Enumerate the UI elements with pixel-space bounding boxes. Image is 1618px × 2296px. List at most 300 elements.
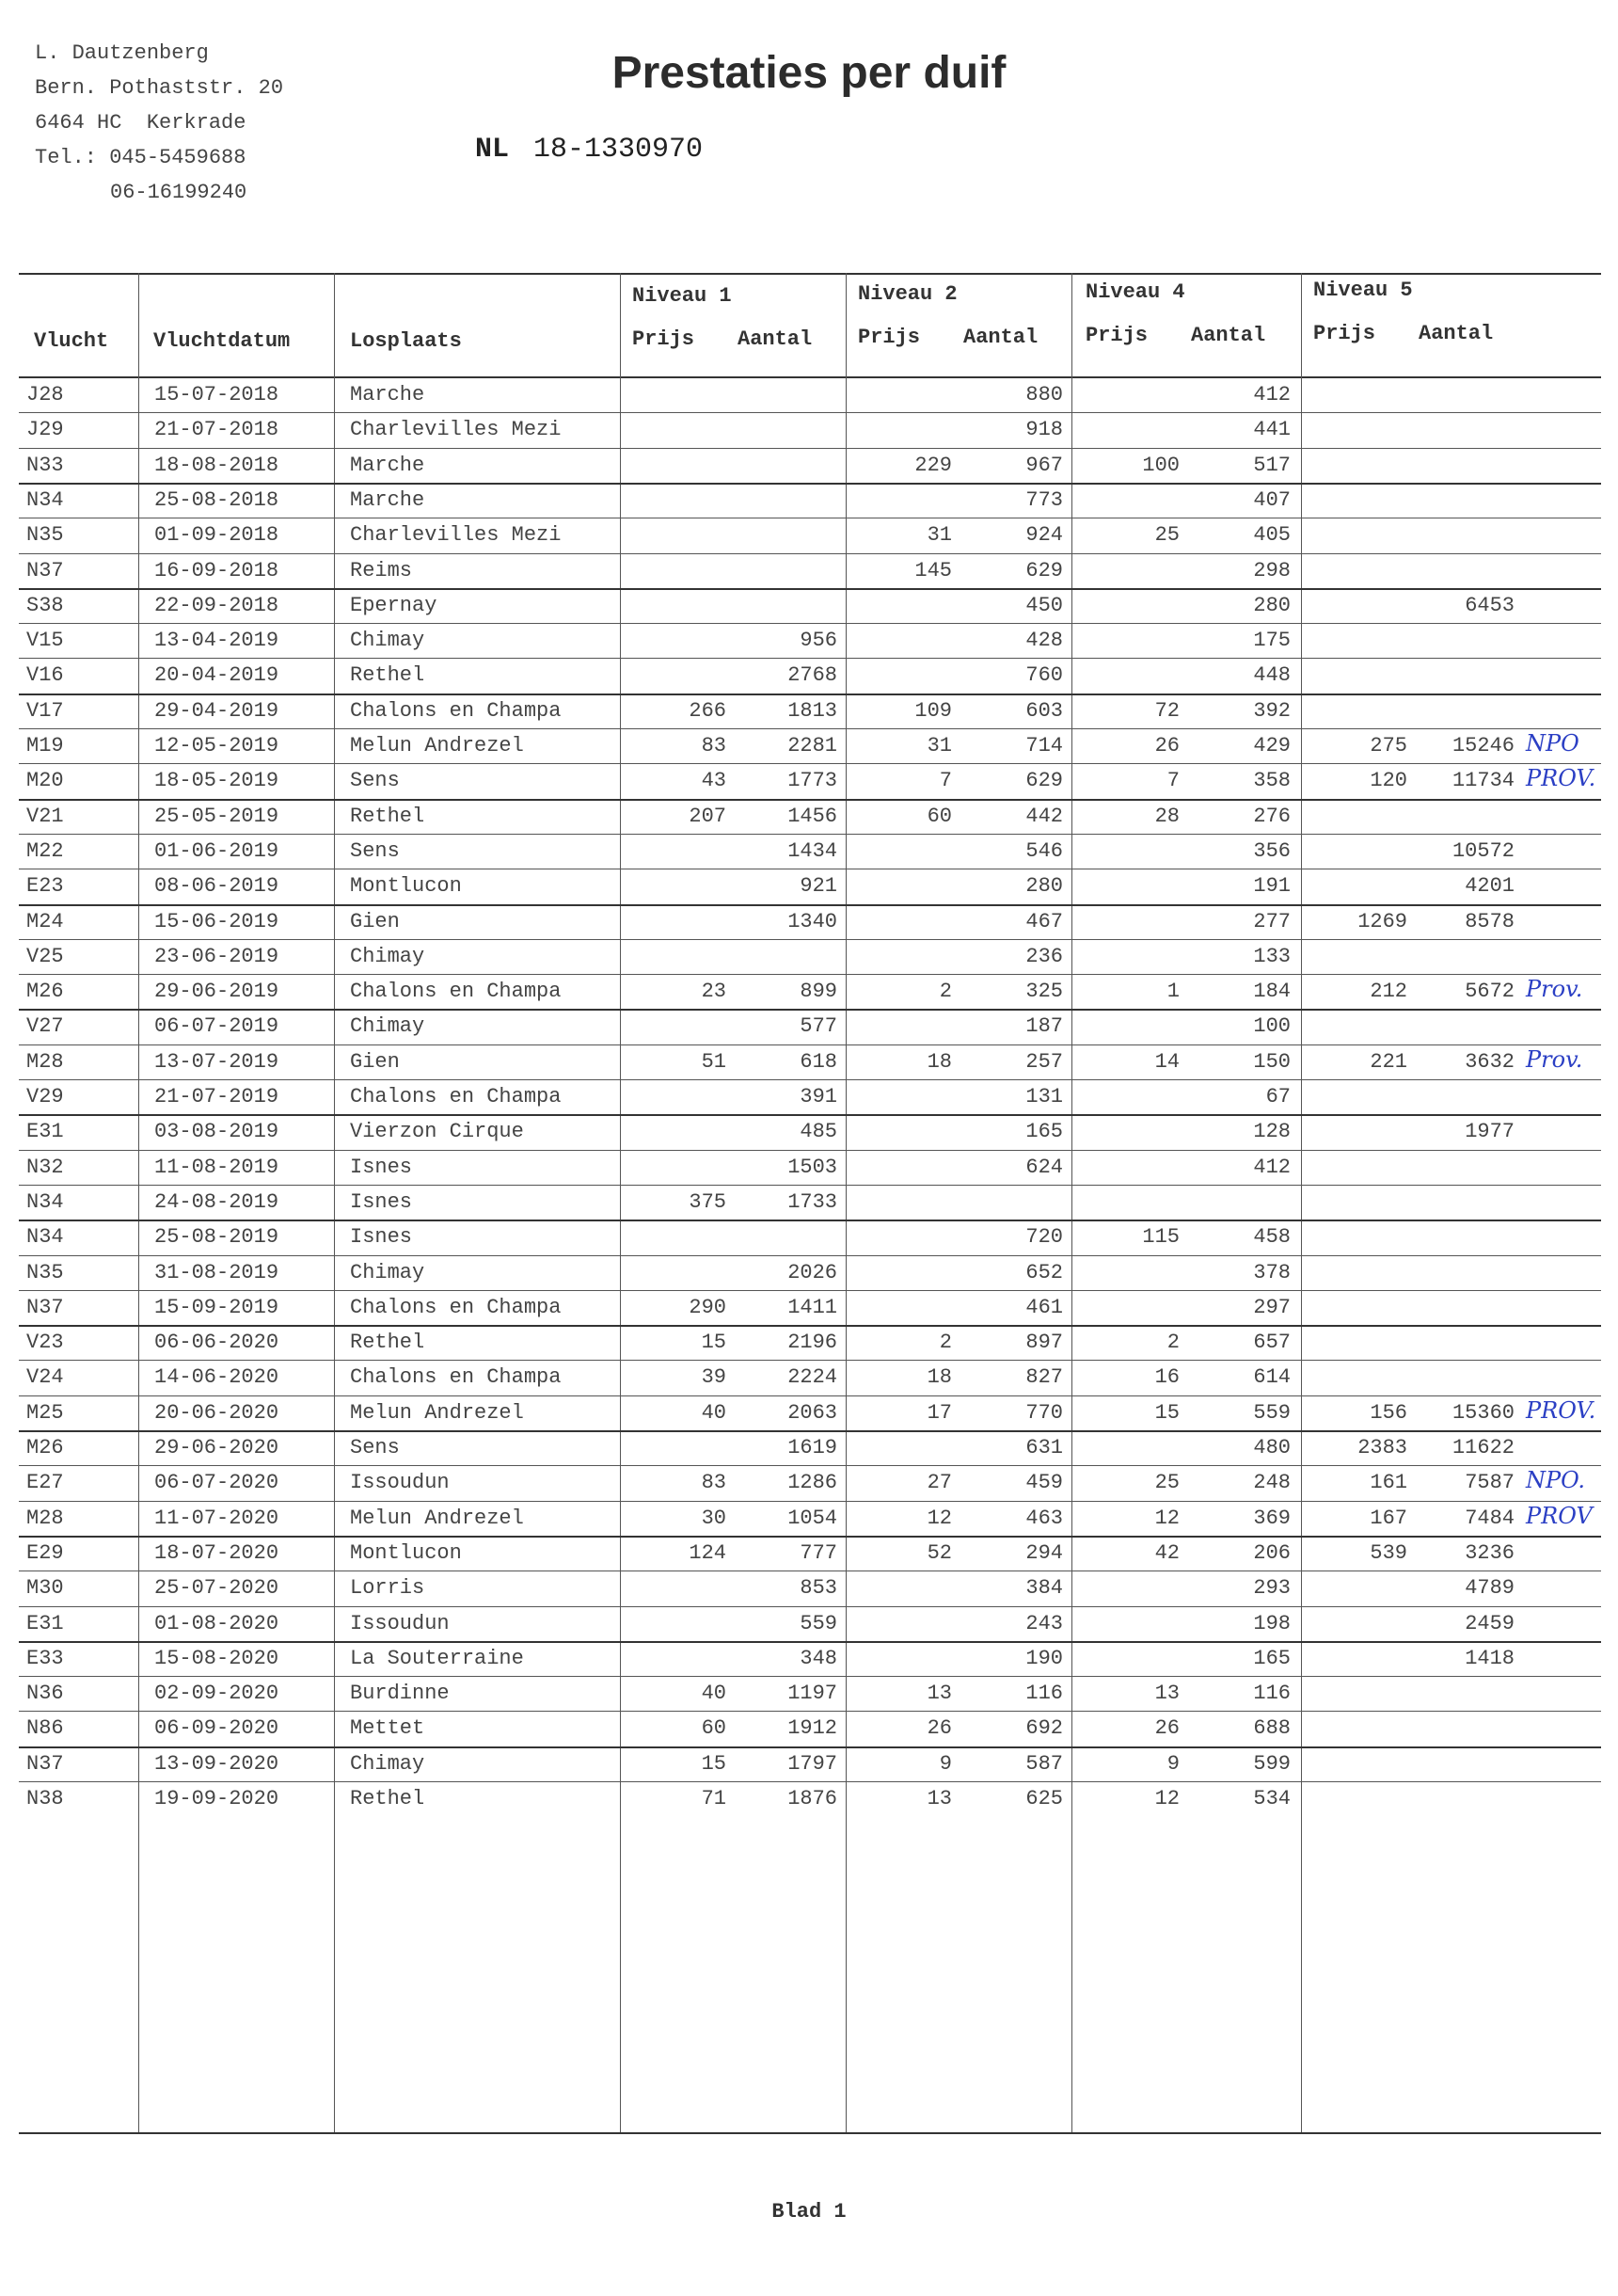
cell-niveau-4-aantal: 297 xyxy=(1253,1295,1291,1319)
cell-vlucht: M20 xyxy=(26,769,64,793)
cell-niveau-4-aantal: 133 xyxy=(1253,944,1291,968)
cell-niveau-1-prijs: 290 xyxy=(689,1295,726,1319)
cell-niveau-4-aantal: 248 xyxy=(1253,1471,1291,1495)
header-niveau-4-prijs: Prijs xyxy=(1086,324,1149,347)
cell-niveau-4-aantal: 412 xyxy=(1253,383,1291,407)
cell-niveau-2-aantal: 924 xyxy=(1025,523,1063,548)
cell-niveau-4-aantal: 429 xyxy=(1253,734,1291,757)
cell-losplaats: Issoudun xyxy=(350,1471,450,1495)
cell-niveau-1-aantal: 899 xyxy=(800,980,837,1004)
cell-niveau-4-aantal: 128 xyxy=(1253,1120,1291,1144)
cell-losplaats: Chimay xyxy=(350,1014,425,1039)
cell-losplaats: Melun Andrezel xyxy=(350,734,524,757)
ring-country: NL xyxy=(475,134,510,166)
cell-niveau-1-aantal: 1434 xyxy=(787,838,837,863)
cell-losplaats: Charlevilles Mezi xyxy=(350,523,562,548)
cell-niveau-2-aantal: 880 xyxy=(1025,383,1063,407)
cell-vluchtdatum: 15-06-2019 xyxy=(154,909,279,933)
cell-niveau-1-aantal: 618 xyxy=(800,1049,837,1074)
cell-vlucht: V24 xyxy=(26,1365,64,1390)
cell-losplaats: Vierzon Cirque xyxy=(350,1120,524,1144)
cell-vlucht: E29 xyxy=(26,1540,64,1565)
cell-niveau-1-prijs: 39 xyxy=(701,1365,726,1390)
cell-niveau-1-prijs: 30 xyxy=(701,1506,726,1530)
cell-vluchtdatum: 24-08-2019 xyxy=(154,1189,279,1214)
sender-street: Bern. Pothaststr. 20 xyxy=(35,76,284,100)
table-row xyxy=(19,694,1601,728)
header-vlucht: Vlucht xyxy=(34,329,109,353)
table-row xyxy=(19,1360,1601,1395)
cell-vluchtdatum: 20-04-2019 xyxy=(154,663,279,688)
cell-niveau-1-prijs: 43 xyxy=(701,769,726,793)
cell-vluchtdatum: 25-08-2019 xyxy=(154,1225,279,1250)
cell-niveau-4-aantal: 191 xyxy=(1253,874,1291,899)
cell-niveau-4-aantal: 407 xyxy=(1253,487,1291,512)
cell-niveau-1-aantal: 559 xyxy=(800,1611,837,1635)
cell-niveau-4-aantal: 277 xyxy=(1253,909,1291,933)
cell-niveau-4-prijs: 25 xyxy=(1154,1471,1180,1495)
cell-niveau-2-prijs: 27 xyxy=(927,1471,952,1495)
table-row xyxy=(19,1255,1601,1290)
cell-niveau-2-prijs: 109 xyxy=(914,698,952,723)
handwritten-note: NPO xyxy=(1526,730,1579,757)
cell-vluchtdatum: 15-07-2018 xyxy=(154,383,279,407)
table-row xyxy=(19,1114,1601,1149)
cell-niveau-1-aantal: 1503 xyxy=(787,1155,837,1179)
cell-niveau-5-prijs: 2383 xyxy=(1357,1436,1407,1459)
cell-niveau-4-aantal: 559 xyxy=(1253,1400,1291,1425)
cell-losplaats: La Souterraine xyxy=(350,1646,524,1670)
cell-niveau-2-prijs: 2 xyxy=(939,980,952,1004)
cell-niveau-4-aantal: 358 xyxy=(1253,769,1291,793)
sender-name: L. Dautzenberg xyxy=(35,41,209,65)
cell-niveau-2-aantal: 236 xyxy=(1025,944,1063,968)
cell-niveau-4-aantal: 100 xyxy=(1253,1014,1291,1039)
cell-losplaats: Sens xyxy=(350,838,400,863)
cell-vlucht: V15 xyxy=(26,629,64,653)
cell-niveau-2-aantal: 652 xyxy=(1025,1260,1063,1284)
cell-niveau-5-aantal: 10572 xyxy=(1451,838,1515,863)
cell-vlucht: M19 xyxy=(26,734,64,757)
sender-city: 6464 HC Kerkrade xyxy=(35,111,246,135)
cell-vlucht: V16 xyxy=(26,663,64,688)
table-row xyxy=(19,904,1601,939)
cell-losplaats: Chimay xyxy=(350,1260,425,1284)
cell-losplaats: Gien xyxy=(350,909,400,933)
cell-niveau-2-aantal: 918 xyxy=(1025,418,1063,442)
table-bottom-border xyxy=(19,2132,1601,2134)
cell-niveau-1-prijs: 23 xyxy=(701,980,726,1004)
table-row xyxy=(19,1676,1601,1711)
cell-niveau-4-prijs: 25 xyxy=(1154,523,1180,548)
cell-losplaats: Burdinne xyxy=(350,1682,450,1706)
handwritten-note: Prov. xyxy=(1526,976,1583,1003)
table-row xyxy=(19,799,1601,834)
cell-niveau-5-prijs: 156 xyxy=(1370,1400,1407,1425)
cell-niveau-2-prijs: 17 xyxy=(927,1400,952,1425)
cell-vlucht: N37 xyxy=(26,1295,64,1319)
cell-niveau-5-aantal: 7484 xyxy=(1465,1506,1515,1530)
table-row xyxy=(19,553,1601,588)
cell-niveau-2-prijs: 18 xyxy=(927,1049,952,1074)
page-number: Blad 1 xyxy=(771,2200,847,2224)
cell-niveau-4-aantal: 378 xyxy=(1253,1260,1291,1284)
cell-vluchtdatum: 25-05-2019 xyxy=(154,804,279,828)
cell-vlucht: N36 xyxy=(26,1682,64,1706)
cell-niveau-2-aantal: 692 xyxy=(1025,1716,1063,1741)
cell-niveau-5-aantal: 7587 xyxy=(1465,1471,1515,1495)
cell-losplaats: Charlevilles Mezi xyxy=(350,418,562,442)
cell-niveau-1-aantal: 1197 xyxy=(787,1682,837,1706)
cell-niveau-1-prijs: 15 xyxy=(701,1331,726,1355)
cell-niveau-2-prijs: 18 xyxy=(927,1365,952,1390)
cell-vlucht: V27 xyxy=(26,1014,64,1039)
table-row xyxy=(19,728,1601,763)
cell-niveau-2-aantal: 165 xyxy=(1025,1120,1063,1144)
cell-niveau-4-prijs: 26 xyxy=(1154,734,1180,757)
cell-losplaats: Gien xyxy=(350,1049,400,1074)
cell-vlucht: N37 xyxy=(26,1751,64,1776)
header-niveau-1-prijs: Prijs xyxy=(632,327,695,351)
header-niveau-1: Niveau 1 xyxy=(632,284,732,308)
cell-niveau-4-aantal: 412 xyxy=(1253,1155,1291,1179)
cell-niveau-5-aantal: 3236 xyxy=(1465,1540,1515,1565)
performance-table xyxy=(19,273,1601,2134)
cell-niveau-4-aantal: 480 xyxy=(1253,1436,1291,1459)
cell-niveau-5-aantal: 5672 xyxy=(1465,980,1515,1004)
cell-niveau-5-aantal: 8578 xyxy=(1465,909,1515,933)
table-row xyxy=(19,448,1601,483)
cell-niveau-2-aantal: 325 xyxy=(1025,980,1063,1004)
cell-niveau-4-aantal: 280 xyxy=(1253,593,1291,617)
cell-niveau-4-prijs: 16 xyxy=(1154,1365,1180,1390)
cell-vlucht: N38 xyxy=(26,1787,64,1810)
cell-niveau-4-aantal: 369 xyxy=(1253,1506,1291,1530)
table-row xyxy=(19,1044,1601,1079)
cell-niveau-4-prijs: 15 xyxy=(1154,1400,1180,1425)
cell-vluchtdatum: 08-06-2019 xyxy=(154,874,279,899)
cell-vlucht: V21 xyxy=(26,804,64,828)
sender-phone: Tel.: 045-5459688 xyxy=(35,146,246,169)
cell-niveau-2-aantal: 603 xyxy=(1025,698,1063,723)
handwritten-note: PROV xyxy=(1526,1502,1593,1529)
cell-niveau-1-aantal: 1773 xyxy=(787,769,837,793)
cell-niveau-2-aantal: 827 xyxy=(1025,1365,1063,1390)
cell-vlucht: S38 xyxy=(26,593,64,617)
cell-vlucht: J28 xyxy=(26,383,64,407)
cell-niveau-1-aantal: 956 xyxy=(800,629,837,653)
cell-niveau-4-prijs: 7 xyxy=(1166,769,1180,793)
cell-vlucht: N34 xyxy=(26,1225,64,1250)
cell-niveau-4-aantal: 517 xyxy=(1253,453,1291,477)
cell-niveau-4-aantal: 276 xyxy=(1253,804,1291,828)
cell-niveau-1-aantal: 2768 xyxy=(787,663,837,688)
cell-niveau-1-aantal: 1876 xyxy=(787,1787,837,1810)
cell-niveau-4-aantal: 67 xyxy=(1265,1085,1291,1108)
cell-niveau-2-aantal: 428 xyxy=(1025,629,1063,653)
cell-niveau-5-prijs: 212 xyxy=(1370,980,1407,1004)
cell-vluchtdatum: 01-06-2019 xyxy=(154,838,279,863)
cell-niveau-5-prijs: 120 xyxy=(1370,769,1407,793)
cell-niveau-1-aantal: 1733 xyxy=(787,1189,837,1214)
cell-losplaats: Sens xyxy=(350,1436,400,1459)
cell-niveau-1-aantal: 577 xyxy=(800,1014,837,1039)
cell-losplaats: Reims xyxy=(350,558,413,582)
table-row xyxy=(19,1150,1601,1185)
cell-losplaats: Rethel xyxy=(350,1331,425,1355)
cell-losplaats: Isnes xyxy=(350,1155,413,1179)
cell-niveau-1-aantal: 1912 xyxy=(787,1716,837,1741)
cell-niveau-1-prijs: 83 xyxy=(701,734,726,757)
cell-losplaats: Lorris xyxy=(350,1576,425,1601)
cell-niveau-1-prijs: 266 xyxy=(689,698,726,723)
cell-niveau-4-aantal: 175 xyxy=(1253,629,1291,653)
cell-niveau-2-aantal: 587 xyxy=(1025,1751,1063,1776)
cell-niveau-1-aantal: 2224 xyxy=(787,1365,837,1390)
cell-niveau-5-aantal: 1418 xyxy=(1465,1646,1515,1670)
cell-losplaats: Marche xyxy=(350,487,425,512)
cell-niveau-2-prijs: 52 xyxy=(927,1540,952,1565)
cell-niveau-4-prijs: 28 xyxy=(1154,804,1180,828)
cell-niveau-4-prijs: 12 xyxy=(1154,1506,1180,1530)
cell-niveau-2-aantal: 625 xyxy=(1025,1787,1063,1810)
header-niveau-4-aantal: Aantal xyxy=(1191,324,1266,347)
cell-niveau-5-prijs: 167 xyxy=(1370,1506,1407,1530)
table-row xyxy=(19,1185,1601,1220)
table-row xyxy=(19,1606,1601,1641)
cell-losplaats: Rethel xyxy=(350,804,425,828)
cell-vluchtdatum: 31-08-2019 xyxy=(154,1260,279,1284)
handwritten-note: PROV. xyxy=(1526,765,1596,792)
cell-niveau-1-aantal: 1054 xyxy=(787,1506,837,1530)
sender-address xyxy=(35,36,283,210)
table-top-border xyxy=(19,273,1601,275)
cell-niveau-5-aantal: 4789 xyxy=(1465,1576,1515,1601)
cell-losplaats: Chimay xyxy=(350,1751,425,1776)
cell-losplaats: Sens xyxy=(350,769,400,793)
cell-niveau-2-aantal: 294 xyxy=(1025,1540,1063,1565)
cell-niveau-1-prijs: 40 xyxy=(701,1682,726,1706)
header-niveau-2: Niveau 2 xyxy=(858,282,958,306)
cell-niveau-1-prijs: 83 xyxy=(701,1471,726,1495)
cell-vlucht: M24 xyxy=(26,909,64,933)
cell-vlucht: N86 xyxy=(26,1716,64,1741)
cell-vlucht: E33 xyxy=(26,1646,64,1670)
table-row xyxy=(19,763,1601,798)
cell-vlucht: M26 xyxy=(26,1436,64,1459)
cell-niveau-4-aantal: 534 xyxy=(1253,1787,1291,1810)
cell-vluchtdatum: 23-06-2019 xyxy=(154,944,279,968)
cell-vlucht: M28 xyxy=(26,1049,64,1074)
cell-niveau-1-prijs: 51 xyxy=(701,1049,726,1074)
cell-niveau-4-aantal: 150 xyxy=(1253,1049,1291,1074)
cell-vluchtdatum: 16-09-2018 xyxy=(154,558,279,582)
cell-niveau-4-aantal: 206 xyxy=(1253,1540,1291,1565)
header-niveau-1-aantal: Aantal xyxy=(738,327,813,351)
handwritten-note: Prov. xyxy=(1526,1045,1583,1073)
cell-niveau-5-aantal: 2459 xyxy=(1465,1611,1515,1635)
cell-niveau-2-prijs: 13 xyxy=(927,1787,952,1810)
cell-niveau-2-aantal: 461 xyxy=(1025,1295,1063,1319)
table-row xyxy=(19,1781,1601,1816)
cell-niveau-2-aantal: 190 xyxy=(1025,1646,1063,1670)
cell-niveau-2-prijs: 145 xyxy=(914,558,952,582)
cell-niveau-4-aantal: 657 xyxy=(1253,1331,1291,1355)
cell-niveau-2-prijs: 12 xyxy=(927,1506,952,1530)
cell-vluchtdatum: 21-07-2018 xyxy=(154,418,279,442)
cell-losplaats: Epernay xyxy=(350,593,437,617)
table-row xyxy=(19,1501,1601,1536)
cell-niveau-4-prijs: 2 xyxy=(1166,1331,1180,1355)
table-row xyxy=(19,518,1601,552)
table-row xyxy=(19,1711,1601,1746)
cell-niveau-1-aantal: 1797 xyxy=(787,1751,837,1776)
cell-niveau-2-prijs: 9 xyxy=(939,1751,952,1776)
table-row xyxy=(19,1430,1601,1465)
cell-losplaats: Rethel xyxy=(350,663,425,688)
cell-losplaats: Chalons en Champa xyxy=(350,1295,562,1319)
cell-niveau-5-aantal: 6453 xyxy=(1465,593,1515,617)
cell-niveau-2-aantal: 631 xyxy=(1025,1436,1063,1459)
cell-niveau-1-aantal: 391 xyxy=(800,1085,837,1108)
cell-niveau-1-aantal: 1456 xyxy=(787,804,837,828)
cell-niveau-2-aantal: 116 xyxy=(1025,1682,1063,1706)
cell-losplaats: Melun Andrezel xyxy=(350,1400,524,1425)
cell-vlucht: E27 xyxy=(26,1471,64,1495)
cell-niveau-5-prijs: 275 xyxy=(1370,734,1407,757)
cell-niveau-2-aantal: 897 xyxy=(1025,1331,1063,1355)
table-row xyxy=(19,1009,1601,1044)
cell-vlucht: N35 xyxy=(26,523,64,548)
table-row xyxy=(19,658,1601,693)
cell-niveau-1-aantal: 485 xyxy=(800,1120,837,1144)
cell-losplaats: Chalons en Champa xyxy=(350,698,562,723)
cell-niveau-2-aantal: 257 xyxy=(1025,1049,1063,1074)
cell-losplaats: Chalons en Champa xyxy=(350,1365,562,1390)
cell-niveau-1-aantal: 2026 xyxy=(787,1260,837,1284)
cell-vlucht: V23 xyxy=(26,1331,64,1355)
cell-vlucht: M30 xyxy=(26,1576,64,1601)
cell-niveau-4-aantal: 198 xyxy=(1253,1611,1291,1635)
cell-losplaats: Montlucon xyxy=(350,1540,462,1565)
cell-niveau-2-aantal: 442 xyxy=(1025,804,1063,828)
table-row xyxy=(19,1325,1601,1360)
cell-niveau-5-aantal: 1977 xyxy=(1465,1120,1515,1144)
cell-niveau-2-aantal: 967 xyxy=(1025,453,1063,477)
cell-vluchtdatum: 13-09-2020 xyxy=(154,1751,279,1776)
cell-niveau-4-aantal: 688 xyxy=(1253,1716,1291,1741)
cell-vlucht: N33 xyxy=(26,453,64,477)
page-title: Prestaties per duif xyxy=(611,48,1007,98)
table-row xyxy=(19,1290,1601,1325)
cell-vlucht: M25 xyxy=(26,1400,64,1425)
table-row xyxy=(19,1395,1601,1430)
cell-niveau-2-aantal: 714 xyxy=(1025,734,1063,757)
cell-niveau-5-aantal: 4201 xyxy=(1465,874,1515,899)
cell-niveau-2-aantal: 546 xyxy=(1025,838,1063,863)
cell-niveau-5-prijs: 539 xyxy=(1370,1540,1407,1565)
cell-niveau-2-aantal: 720 xyxy=(1025,1225,1063,1250)
cell-vluchtdatum: 02-09-2020 xyxy=(154,1682,279,1706)
cell-vlucht: M28 xyxy=(26,1506,64,1530)
cell-niveau-2-prijs: 2 xyxy=(939,1331,952,1355)
cell-vluchtdatum: 22-09-2018 xyxy=(154,593,279,617)
cell-losplaats: Isnes xyxy=(350,1225,413,1250)
table-row xyxy=(19,1571,1601,1605)
cell-niveau-1-prijs: 375 xyxy=(689,1189,726,1214)
cell-niveau-2-aantal: 463 xyxy=(1025,1506,1063,1530)
cell-vlucht: N37 xyxy=(26,558,64,582)
cell-vluchtdatum: 29-04-2019 xyxy=(154,698,279,723)
header-niveau-2-aantal: Aantal xyxy=(963,326,1039,349)
cell-vlucht: N35 xyxy=(26,1260,64,1284)
table-row xyxy=(19,1536,1601,1571)
header-niveau-5-aantal: Aantal xyxy=(1419,322,1494,345)
cell-niveau-4-prijs: 115 xyxy=(1142,1225,1180,1250)
cell-niveau-4-prijs: 9 xyxy=(1166,1751,1180,1776)
cell-vluchtdatum: 29-06-2020 xyxy=(154,1436,279,1459)
cell-vluchtdatum: 11-08-2019 xyxy=(154,1155,279,1179)
cell-niveau-4-aantal: 356 xyxy=(1253,838,1291,863)
cell-vlucht: V25 xyxy=(26,944,64,968)
table-row xyxy=(19,588,1601,623)
cell-niveau-2-aantal: 243 xyxy=(1025,1611,1063,1635)
table-row xyxy=(19,1641,1601,1676)
cell-vlucht: M26 xyxy=(26,980,64,1004)
cell-vluchtdatum: 15-08-2020 xyxy=(154,1646,279,1670)
cell-niveau-2-aantal: 629 xyxy=(1025,769,1063,793)
cell-vluchtdatum: 25-08-2018 xyxy=(154,487,279,512)
cell-vlucht: E31 xyxy=(26,1611,64,1635)
cell-niveau-1-aantal: 2281 xyxy=(787,734,837,757)
sender-mobile: 06-16199240 xyxy=(110,181,247,204)
cell-niveau-1-aantal: 853 xyxy=(800,1576,837,1601)
cell-losplaats: Melun Andrezel xyxy=(350,1506,524,1530)
cell-niveau-4-prijs: 72 xyxy=(1154,698,1180,723)
cell-niveau-4-aantal: 448 xyxy=(1253,663,1291,688)
ring-number xyxy=(475,134,703,166)
cell-niveau-5-prijs: 161 xyxy=(1370,1471,1407,1495)
cell-vluchtdatum: 13-07-2019 xyxy=(154,1049,279,1074)
cell-niveau-4-aantal: 405 xyxy=(1253,523,1291,548)
cell-niveau-1-prijs: 40 xyxy=(701,1400,726,1425)
cell-niveau-2-aantal: 450 xyxy=(1025,593,1063,617)
table-row xyxy=(19,1746,1601,1781)
cell-vluchtdatum: 06-06-2020 xyxy=(154,1331,279,1355)
cell-niveau-4-prijs: 26 xyxy=(1154,1716,1180,1741)
header-niveau-5: Niveau 5 xyxy=(1313,279,1413,302)
cell-niveau-5-aantal: 15360 xyxy=(1451,1400,1515,1425)
header-losplaats: Losplaats xyxy=(350,329,462,353)
cell-niveau-2-prijs: 13 xyxy=(927,1682,952,1706)
cell-niveau-2-aantal: 760 xyxy=(1025,663,1063,688)
cell-niveau-4-prijs: 13 xyxy=(1154,1682,1180,1706)
cell-niveau-1-aantal: 1286 xyxy=(787,1471,837,1495)
cell-vluchtdatum: 20-06-2020 xyxy=(154,1400,279,1425)
table-row xyxy=(19,623,1601,658)
cell-niveau-2-aantal: 770 xyxy=(1025,1400,1063,1425)
cell-vluchtdatum: 06-09-2020 xyxy=(154,1716,279,1741)
cell-niveau-2-aantal: 629 xyxy=(1025,558,1063,582)
cell-niveau-1-aantal: 2063 xyxy=(787,1400,837,1425)
cell-niveau-4-prijs: 14 xyxy=(1154,1049,1180,1074)
cell-niveau-4-aantal: 116 xyxy=(1253,1682,1291,1706)
cell-vluchtdatum: 06-07-2020 xyxy=(154,1471,279,1495)
cell-niveau-2-prijs: 31 xyxy=(927,734,952,757)
cell-vluchtdatum: 01-08-2020 xyxy=(154,1611,279,1635)
cell-vlucht: N34 xyxy=(26,487,64,512)
cell-losplaats: Marche xyxy=(350,453,425,477)
